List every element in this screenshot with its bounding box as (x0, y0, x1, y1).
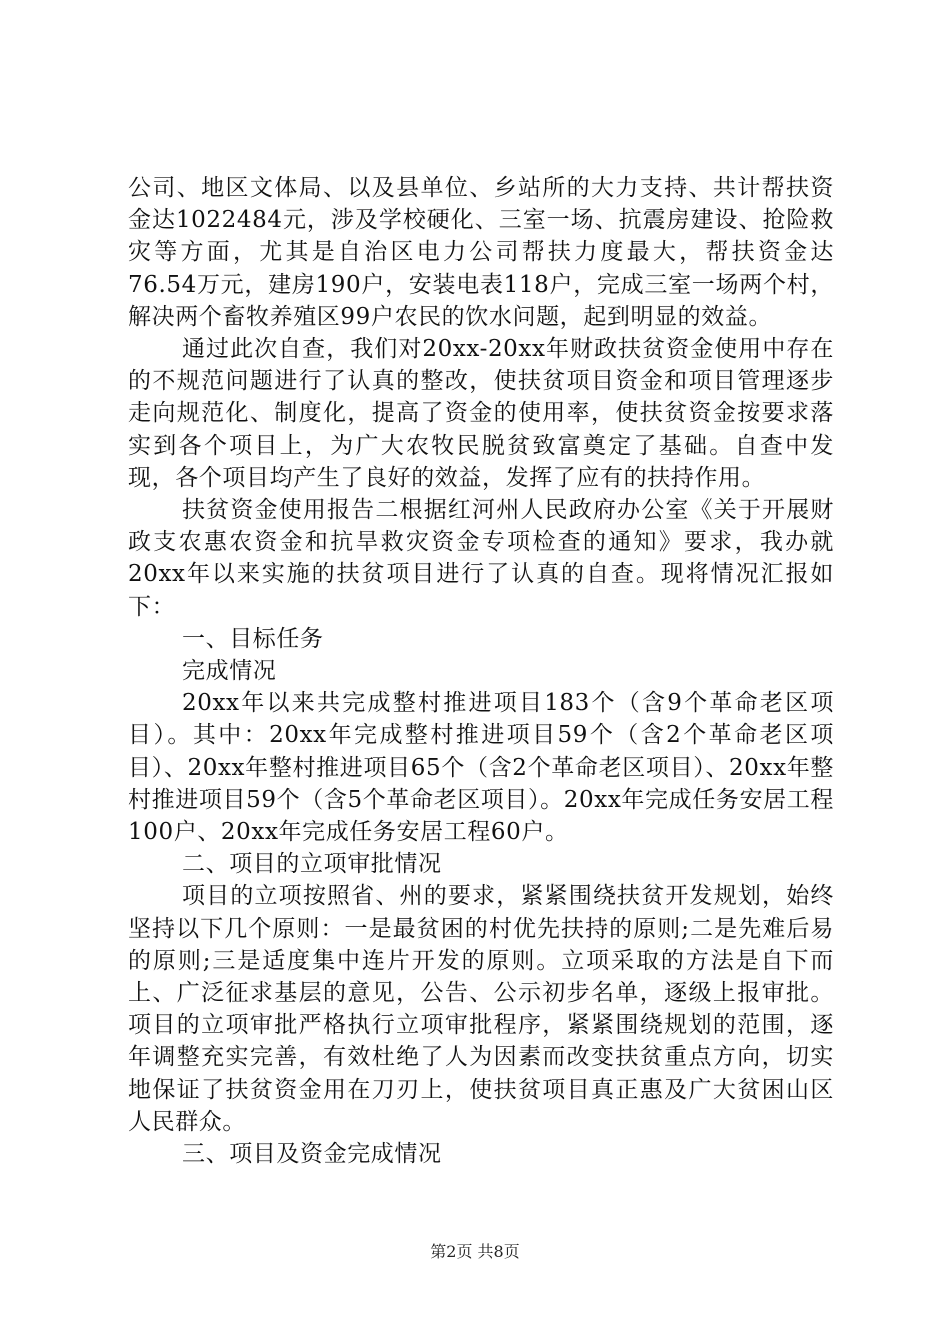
page-footer: 第2页 共8页 (430, 1242, 520, 1261)
paragraph-self-inspection-summary: 通过此次自查，我们对20xx-20xx年财政扶贫资金使用中存在的不规范问题进行了认真的整改，使扶贫项目资金和项目管理逐步走向规范化、制度化，提高了资金的使用率，使扶贫资金按要求落实到各个项目上，为广大农牧民脱贫致富奠定了基础。自查中发现，各个项目均产生了良好的效益，发挥了应有的扶持作用。 (128, 336, 834, 491)
document-body (128, 172, 834, 1170)
section-heading-project-funds: 三、项目及资金完成情况 (182, 1141, 442, 1168)
section-heading-targets: 一、目标任务 (182, 625, 324, 652)
paragraph-report-two-intro: 扶贫资金使用报告二根据红河州人民政府办公室《关于开展财政支农惠农资金和抗旱救灾资金专项检查的通知》要求，我办就20xx年以来实施的扶贫项目进行了认真的自查。现将情况汇报如下： (128, 497, 834, 620)
paragraph-support-funds: 公司、地区文体局、以及县单位、乡站所的大力支持、共计帮扶资金达1022484元，涉及学校硬化、三室一场、抗震房建设、抢险救灾等方面，尤其是自治区电力公司帮扶力度最大，帮扶资金达76.54万元，建房190户，安装电表118户，完成三室一场两个村，解决两个畜牧养殖区99户农民的饮水问题，起到明显的效益。 (128, 175, 834, 330)
section-heading-project-approval: 二、项目的立项审批情况 (182, 851, 442, 878)
subheading-completion-status: 完成情况 (182, 658, 277, 685)
paragraph-approval-principles: 项目的立项按照省、州的要求，紧紧围绕扶贫开发规划，始终坚持以下几个原则：一是最贫困的村优先扶持的原则;二是先难后易的原则;三是适度集中连片开发的原则。立项采取的方法是自下而上、广泛征求基层的意见，公告、公示初步名单，逐级上报审批。项目的立项审批严格执行立项审批程序，紧紧围绕规划的范围，逐年调整充实完善，有效杜绝了人为因素而改变扶贫重点方向，切实地保证了扶贫资金用在刀刃上，使扶贫项目真正惠及广大贫困山区人民群众。 (128, 883, 834, 1135)
paragraph-project-completion: 20xx年以来共完成整村推进项目183个（含9个革命老区项目）。其中：20xx年完成整村推进项目59个（含2个革命老区项目）、20xx年整村推进项目65个（含2个革命老区项目）、20xx年整村推进项目59个（含5个革命老区项目）。20xx年完成任务安居工程100户、20xx年完成任务安居工程60户。 (128, 690, 834, 846)
